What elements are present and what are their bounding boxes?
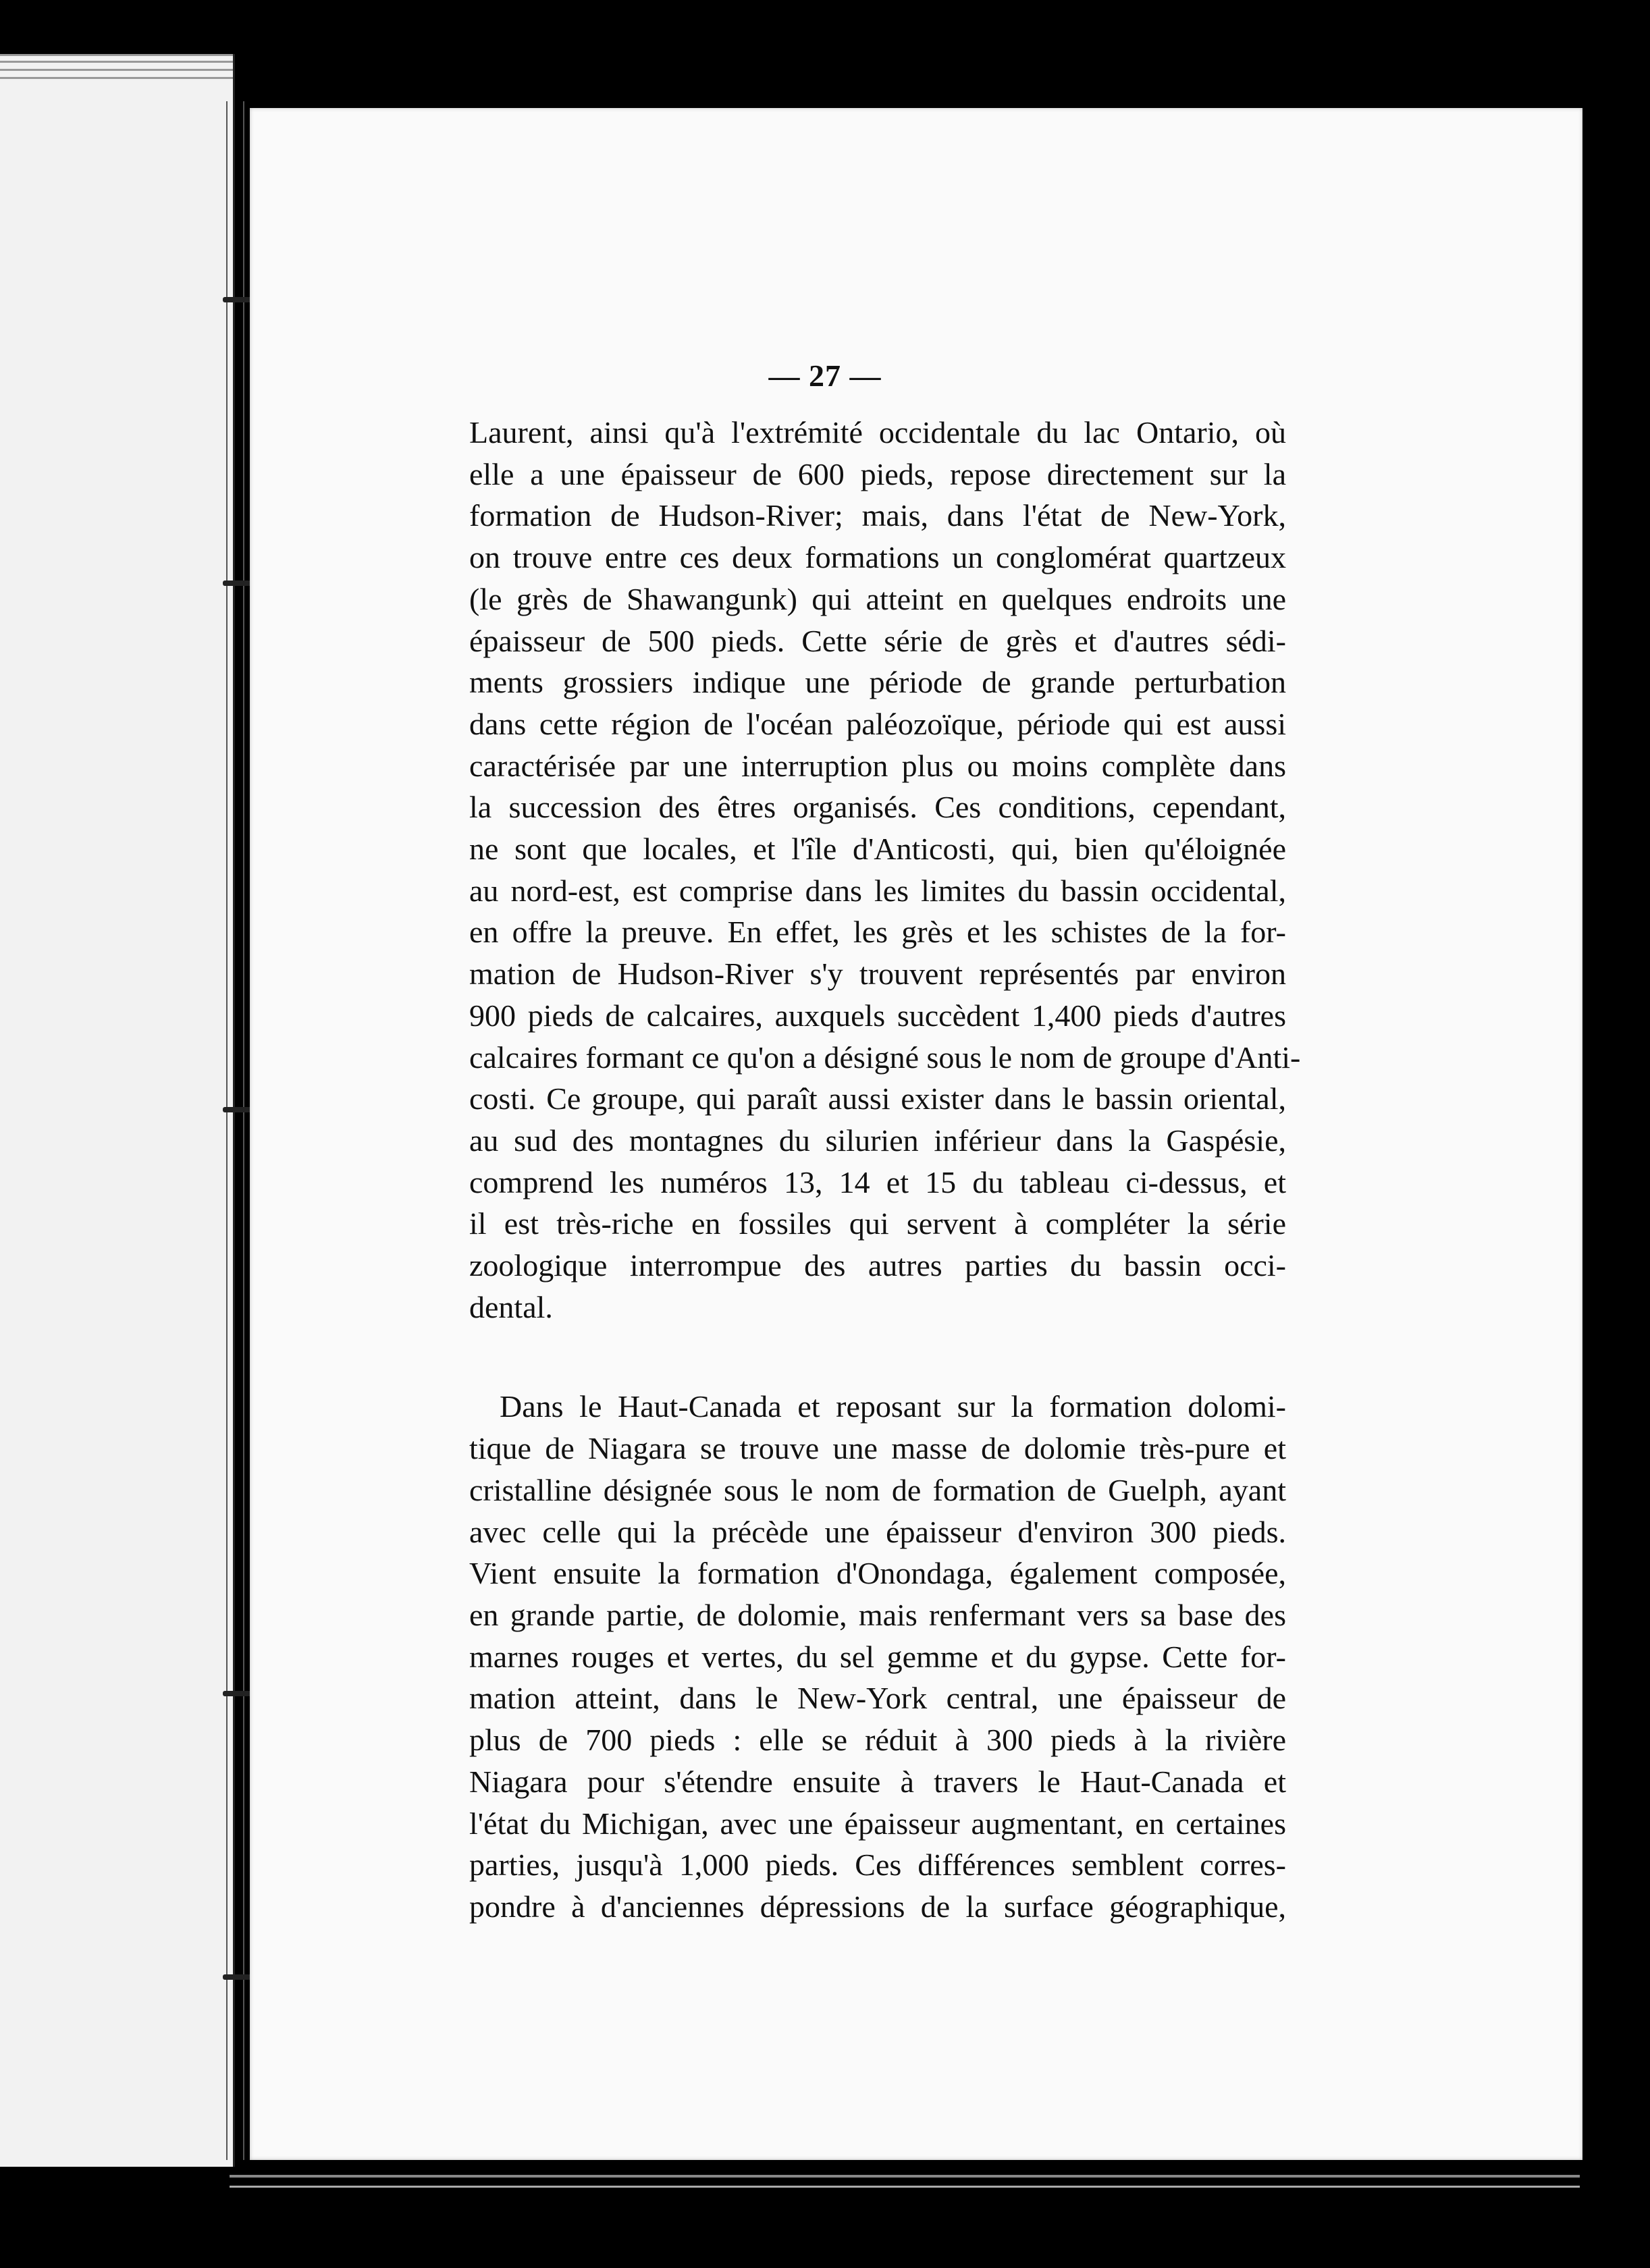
text-line: ne sont que locales, et l'île d'Anticosti, qui, bien qu'éloignée — [469, 832, 1286, 867]
page-number: — 27 — — [768, 358, 882, 393]
text-line: (le grès de Shawangunk) qui atteint en quelques endroits une — [469, 581, 1286, 616]
text-line: en offre la preuve. En effet, les grès et les schistes de la for- — [469, 915, 1286, 950]
text-line: il est très-riche en fossiles qui servent à compléter la série — [469, 1206, 1286, 1241]
text-line: cristalline désignée sous le nom de formation de Guelph, ayant — [469, 1472, 1286, 1507]
text-line: avec celle qui la précède une épaisseur d'environ 300 pieds. — [469, 1514, 1286, 1549]
text-line: l'état du Michigan, avec une épaisseur augmentant, en certaines — [469, 1806, 1286, 1841]
body-text — [469, 412, 1301, 1928]
text-line: épaisseur de 500 pieds. Cette série de grès et d'autres sédi- — [469, 623, 1286, 658]
text-line: caractérisée par une interruption plus ou moins complète dans — [469, 748, 1286, 783]
binding-line — [226, 101, 228, 2160]
text-line: la succession des êtres organisés. Ces conditions, cependant, — [469, 790, 1286, 825]
text-line: ments grossiers indique une période de grande perturbation — [469, 665, 1286, 700]
text-line: costi. Ce groupe, qui paraît aussi exister dans le bassin oriental, — [469, 1081, 1286, 1116]
paragraph-2 — [469, 1386, 1286, 1927]
text-line: Dans le Haut-Canada et reposant sur la formation dolomi- — [500, 1389, 1286, 1424]
text-line: zoologique interrompue des autres parties du bassin occi- — [469, 1248, 1286, 1283]
text-line: calcaires formant ce qu'on a désigné sous le nom de groupe d'Anti- — [469, 1040, 1301, 1075]
text-line: mation atteint, dans le New-York central, une épaisseur de — [469, 1681, 1286, 1716]
page-edge-bottom — [230, 2175, 1580, 2178]
text-line: dental. — [469, 1289, 553, 1324]
text-line: plus de 700 pieds : elle se réduit à 300 pieds à la rivière — [469, 1723, 1286, 1758]
text-line: Niagara pour s'étendre ensuite à travers le Haut-Canada et — [469, 1764, 1286, 1799]
text-line: marnes rouges et vertes, du sel gemme et du gypse. Cette for- — [469, 1639, 1286, 1674]
text-line: en grande partie, de dolomie, mais renfermant vers sa base des — [469, 1597, 1286, 1632]
text-line: formation de Hudson-River; mais, dans l'état de New-York, — [469, 498, 1286, 533]
text-line: parties, jusqu'à 1,000 pieds. Ces différences semblent corres- — [469, 1847, 1286, 1883]
text-line: Vient ensuite la formation d'Onondaga, également composée, — [469, 1556, 1286, 1591]
text-line: Laurent, ainsi qu'à l'extrémité occidentale du lac Ontario, où — [469, 415, 1286, 450]
text-line: 900 pieds de calcaires, auxquels succèdent 1,400 pieds d'autres — [469, 998, 1286, 1033]
text-line: dans cette région de l'océan paléozoïque, période qui est aussi — [469, 706, 1286, 741]
binding-line — [243, 101, 244, 2160]
text-line: elle a une épaisseur de 600 pieds, repose directement sur la — [469, 456, 1286, 491]
text-line: mation de Hudson-River s'y trouvent représentés par environ — [469, 956, 1286, 992]
paragraph-1 — [469, 412, 1301, 1328]
text-line: au nord-est, est comprise dans les limites du bassin occidental, — [469, 873, 1286, 908]
text-line: comprend les numéros 13, 14 et 15 du tableau ci-dessus, et — [469, 1164, 1286, 1199]
text-line: pondre à d'anciennes dépressions de la surface géographique, — [469, 1889, 1286, 1924]
page-edge-bottom — [230, 2186, 1580, 2188]
text-line: on trouve entre ces deux formations un conglomérat quartzeux — [469, 540, 1286, 575]
text-line: au sud des montagnes du silurien inférieur dans la Gaspésie, — [469, 1123, 1286, 1158]
text-line: tique de Niagara se trouve une masse de dolomie très-pure et — [469, 1431, 1286, 1466]
